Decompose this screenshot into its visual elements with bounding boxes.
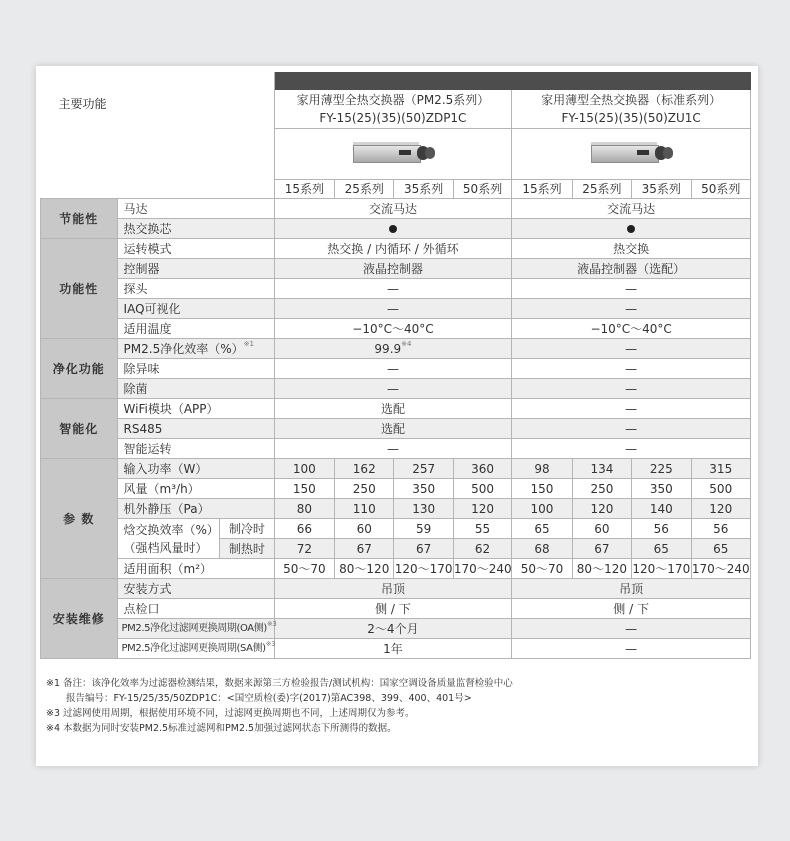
row-label: RS485 [117, 419, 274, 439]
cell-value: 110 [335, 499, 394, 519]
cell-value: 60 [572, 519, 631, 539]
footnote-mark: ※3 [265, 639, 276, 648]
cell-value: 80 [274, 499, 334, 519]
cell-value: 交流马达 [512, 199, 751, 219]
row-label-text: 焓交换效率（%） [123, 522, 219, 537]
cell-value: 吊顶 [512, 579, 751, 599]
cell-value: 120 [691, 499, 751, 519]
cell-value: — [274, 279, 512, 299]
footnote-1: ※1 备注：该净化效率为过滤器检测结果，数据来源第三方检验报告/测试机构：国家空调设备质量监督检验中心 [46, 678, 513, 689]
row-label-text: PM2.5净化效率（%） [123, 341, 244, 356]
cell-value: 170～240 [453, 559, 511, 579]
cell-value: 257 [394, 459, 453, 479]
cell-value: 500 [453, 479, 511, 499]
cell-value: 55 [453, 519, 511, 539]
product-2-image [512, 129, 751, 180]
cell-value: 250 [335, 479, 394, 499]
footnote-mark: ※3 [266, 619, 277, 628]
cell-value: 150 [512, 479, 572, 499]
product-2-model: FY-15(25)(35)(50)ZU1C [561, 111, 701, 125]
cell-value: 170～240 [691, 559, 751, 579]
row-label: 除菌 [117, 379, 274, 399]
cell-value: 50～70 [512, 559, 572, 579]
row-label-text: PM2.5净化过滤网更换周期(OA侧) [121, 622, 267, 634]
cell-value: — [512, 419, 751, 439]
row-label [117, 639, 274, 659]
series-label: 50系列 [691, 180, 751, 199]
cell-value: 65 [512, 519, 572, 539]
spec-table [40, 72, 751, 659]
cell-value: 56 [691, 519, 751, 539]
cell-value: 120～170 [394, 559, 453, 579]
cell-value: 2～4个月 [274, 619, 512, 639]
cell-value: 350 [632, 479, 691, 499]
series-label: 25系列 [335, 180, 394, 199]
sub-label: 制热时 [220, 539, 274, 559]
cell-value: 交流马达 [274, 199, 512, 219]
product-1-model: FY-15(25)(35)(50)ZDP1C [319, 111, 467, 125]
spec-sheet [36, 66, 758, 766]
sub-label: 制冷时 [220, 519, 274, 539]
cell-value: 1年 [274, 639, 512, 659]
cell-value: 80～120 [572, 559, 631, 579]
cell-value: 500 [691, 479, 751, 499]
row-label [117, 519, 220, 559]
row-label: 探头 [117, 279, 274, 299]
category-install: 安装维修 [41, 579, 118, 659]
air-exchanger-unit-icon [587, 138, 675, 166]
cell-value: — [512, 439, 751, 459]
series-label: 35系列 [632, 180, 691, 199]
cell-value: 液晶控制器 [274, 259, 512, 279]
cell-value: — [512, 279, 751, 299]
cell-value: 液晶控制器（选配） [512, 259, 751, 279]
cell-value: — [274, 379, 512, 399]
cell-value: 选配 [274, 399, 512, 419]
cell-value: 120 [453, 499, 511, 519]
series-label: 15系列 [274, 180, 334, 199]
cell-value: — [274, 359, 512, 379]
cell-value: 侧 / 下 [512, 599, 751, 619]
cell-value: 67 [572, 539, 631, 559]
cell-value: 67 [394, 539, 453, 559]
row-label: 机外静压（Pa） [117, 499, 274, 519]
cell-value: — [512, 379, 751, 399]
row-label: 运转模式 [117, 239, 274, 259]
row-label-text: PM2.5净化过滤网更换周期(SA侧) [121, 642, 266, 654]
series-label: 50系列 [453, 180, 511, 199]
cell-value: 140 [632, 499, 691, 519]
cell-value: 80～120 [335, 559, 394, 579]
cell-value: — [512, 339, 751, 359]
row-label: WiFi模块（APP） [117, 399, 274, 419]
footnote-mark: ※1 [243, 339, 254, 348]
cell-value: 吊顶 [274, 579, 512, 599]
row-label: 马达 [117, 199, 274, 219]
cell-value: — [274, 299, 512, 319]
cell-value: 130 [394, 499, 453, 519]
cell-value: 62 [453, 539, 511, 559]
product-1-name: 家用薄型全热交换器（PM2.5系列） [296, 93, 490, 107]
product-2-header [512, 90, 751, 129]
row-label: 适用面积（m²） [117, 559, 274, 579]
row-label: IAQ可视化 [117, 299, 274, 319]
cell-value: 315 [691, 459, 751, 479]
cell-value [512, 219, 751, 239]
row-label: 安装方式 [117, 579, 274, 599]
footnote-mark: ※4 [401, 339, 412, 348]
cell-value: 134 [572, 459, 631, 479]
cell-value: 68 [512, 539, 572, 559]
row-label: 适用温度 [117, 319, 274, 339]
row-label [117, 339, 274, 359]
cell-value: 162 [335, 459, 394, 479]
cell-value: 50～70 [274, 559, 334, 579]
series-label: 25系列 [572, 180, 631, 199]
row-label: 除异味 [117, 359, 274, 379]
footnotes [46, 676, 513, 736]
cell-value: 59 [394, 519, 453, 539]
cell-value: 360 [453, 459, 511, 479]
series-label: 35系列 [394, 180, 453, 199]
cell-value: — [512, 399, 751, 419]
cell-value: 100 [274, 459, 334, 479]
cell-value: 56 [632, 519, 691, 539]
cell-value: 100 [512, 499, 572, 519]
row-label: 风量（m³/h） [117, 479, 274, 499]
row-label [117, 619, 277, 639]
series-label: 15系列 [512, 180, 572, 199]
cell-value: 侧 / 下 [274, 599, 512, 619]
cell-value-text: 99.9 [374, 341, 402, 356]
cell-value: 选配 [274, 419, 512, 439]
product-1-header [274, 90, 512, 129]
air-exchanger-unit-icon [349, 138, 437, 166]
page-title: 主要功能 [41, 73, 275, 199]
cell-value: — [512, 619, 751, 639]
category-function: 功能性 [41, 239, 118, 339]
category-smart: 智能化 [41, 399, 118, 459]
cell-value: 120～170 [632, 559, 691, 579]
cell-value: — [512, 639, 751, 659]
cell-value: 350 [394, 479, 453, 499]
cell-value: — [512, 299, 751, 319]
cell-value [274, 219, 512, 239]
row-label: 输入功率（W） [117, 459, 274, 479]
cell-value: — [274, 439, 512, 459]
row-label: 热交换芯 [117, 219, 274, 239]
footnote-4: ※4 本数据为同时安装PM2.5标准过滤网和PM2.5加强过滤网状态下所测得的数据。 [46, 723, 397, 734]
filled-dot-icon [627, 225, 635, 233]
footnote-3: ※3 过滤网使用周期，根据使用环境不同，过滤网更换周期也不同，上述周期仅为参考。 [46, 708, 415, 719]
cell-value: 225 [632, 459, 691, 479]
cell-value: 热交换 / 内循环 / 外循环 [274, 239, 512, 259]
row-label: 点检口 [117, 599, 274, 619]
category-energy: 节能性 [41, 199, 118, 239]
cell-value: 热交换 [512, 239, 751, 259]
row-label: 控制器 [117, 259, 274, 279]
filled-dot-icon [389, 225, 397, 233]
cell-value: 250 [572, 479, 631, 499]
product-2-name: 家用薄型全热交换器（标准系列） [541, 93, 722, 107]
cell-value [274, 339, 512, 359]
cell-value: 66 [274, 519, 334, 539]
row-label-text: （强档风量时） [123, 540, 208, 555]
header-bar [274, 73, 750, 90]
category-purify: 净化功能 [41, 339, 118, 399]
cell-value: 67 [335, 539, 394, 559]
row-label: 智能运转 [117, 439, 274, 459]
footnote-1-report: 报告编号：FY-15/25/35/50ZDP1C：<国空质检(委)字(2017)第AC398、399、400、401号> [66, 693, 472, 704]
cell-value: 120 [572, 499, 631, 519]
cell-value: 60 [335, 519, 394, 539]
cell-value: 150 [274, 479, 334, 499]
cell-value: 65 [691, 539, 751, 559]
cell-value: −10°C～40°C [512, 319, 751, 339]
cell-value: 65 [632, 539, 691, 559]
cell-value: 72 [274, 539, 334, 559]
cell-value: — [512, 359, 751, 379]
cell-value: 98 [512, 459, 572, 479]
category-params: 参 数 [41, 459, 118, 579]
product-1-image [274, 129, 512, 180]
cell-value: −10°C～40°C [274, 319, 512, 339]
